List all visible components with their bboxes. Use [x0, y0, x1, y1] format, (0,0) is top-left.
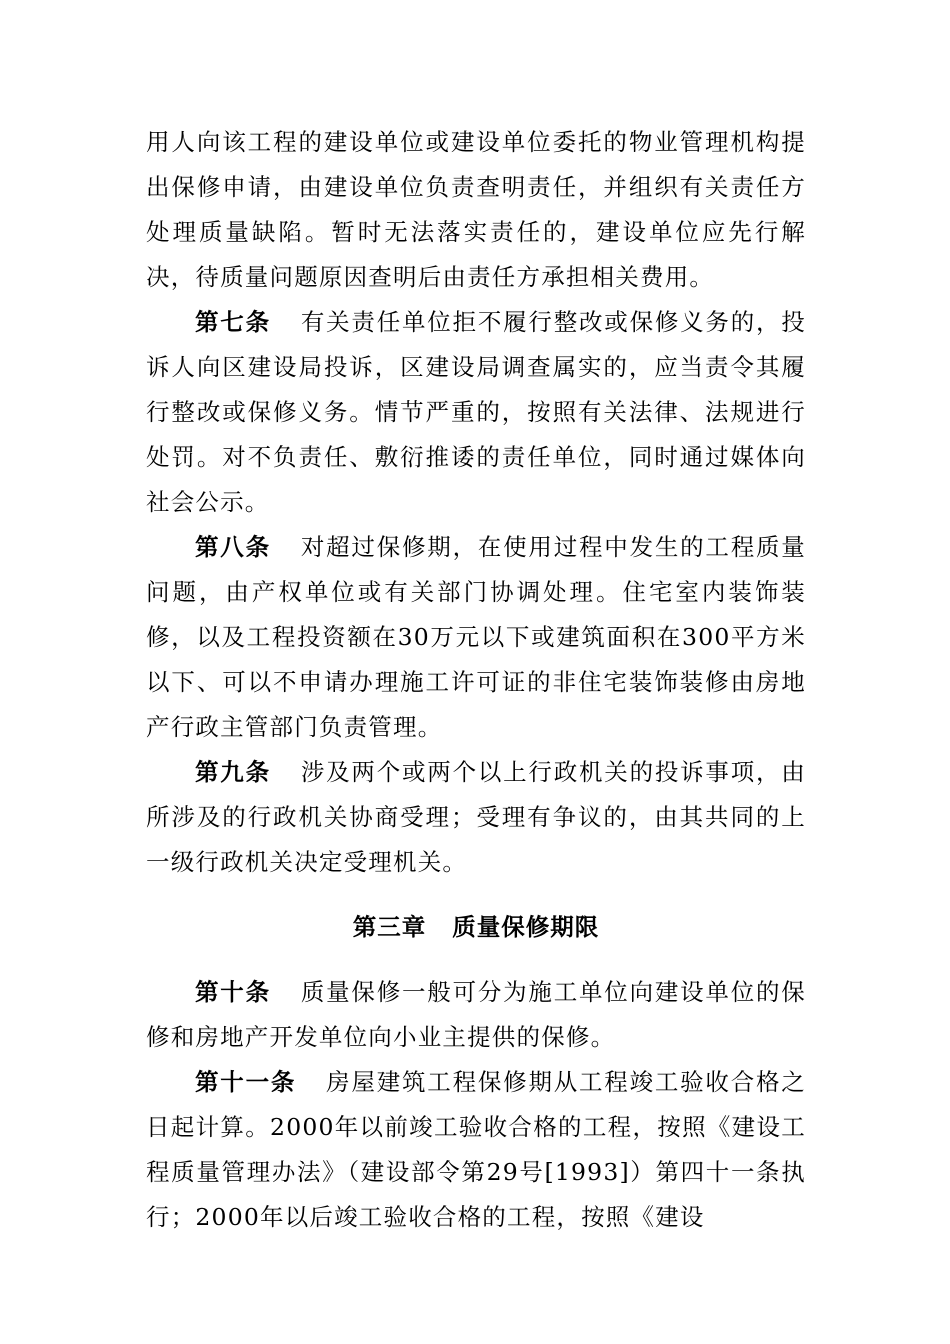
- article-10: [146, 970, 806, 1060]
- article-9-number: 第九条: [195, 758, 271, 786]
- article-8-text: 对超过保修期，在使用过程中发生的工程质量问题，由产权单位或有关部门协调处理。住宅室内装饰装修，以及工程投资额在30万元以下或建筑面积在300平方米以下、可以不申请办理施工许可证的非住宅装饰装修由房地产行政主管部门负责管理。: [146, 533, 806, 741]
- article-8-number: 第八条: [195, 533, 271, 561]
- article-11: [146, 1060, 806, 1240]
- article-9: [146, 750, 806, 885]
- article-7-number: 第七条: [195, 308, 271, 336]
- document-body: [146, 120, 806, 1240]
- chapter-number: 第三章: [352, 913, 427, 941]
- article-9-text: 涉及两个或两个以上行政机关的投诉事项，由所涉及的行政机关协商受理；受理有争议的，由其共同的上一级行政机关决定受理机关。: [146, 758, 806, 876]
- article-7: [146, 300, 806, 525]
- chapter-heading: [146, 905, 806, 950]
- article-7-text: 有关责任单位拒不履行整改或保修义务的，投诉人向区建设局投诉，区建设局调查属实的，应当责令其履行整改或保修义务。情节严重的，按照有关法律、法规进行处罚。对不负责任、敷衍推诿的责任单位，同时通过媒体向社会公示。: [146, 308, 806, 516]
- article-8: [146, 525, 806, 750]
- chapter-title: 质量保修期限: [452, 913, 600, 941]
- article-10-text: 质量保修一般可分为施工单位向建设单位的保修和房地产开发单位向小业主提供的保修。: [146, 978, 806, 1051]
- article-11-text: 房屋建筑工程保修期从工程竣工验收合格之日起计算。2000年以前竣工验收合格的工程，按照《建设工程质量管理办法》（建设部令第29号[1993]）第四十一条执行；2000年以后竣工验收合格的工程，按照《建设: [146, 1068, 806, 1231]
- article-11-number: 第十一条: [195, 1068, 297, 1096]
- paragraph-continuation: 用人向该工程的建设单位或建设单位委托的物业管理机构提出保修申请，由建设单位负责查明责任，并组织有关责任方处理质量缺陷。暂时无法落实责任的，建设单位应先行解决，待质量问题原因查明后由责任方承担相关费用。: [146, 128, 806, 291]
- article-10-number: 第十条: [195, 978, 271, 1006]
